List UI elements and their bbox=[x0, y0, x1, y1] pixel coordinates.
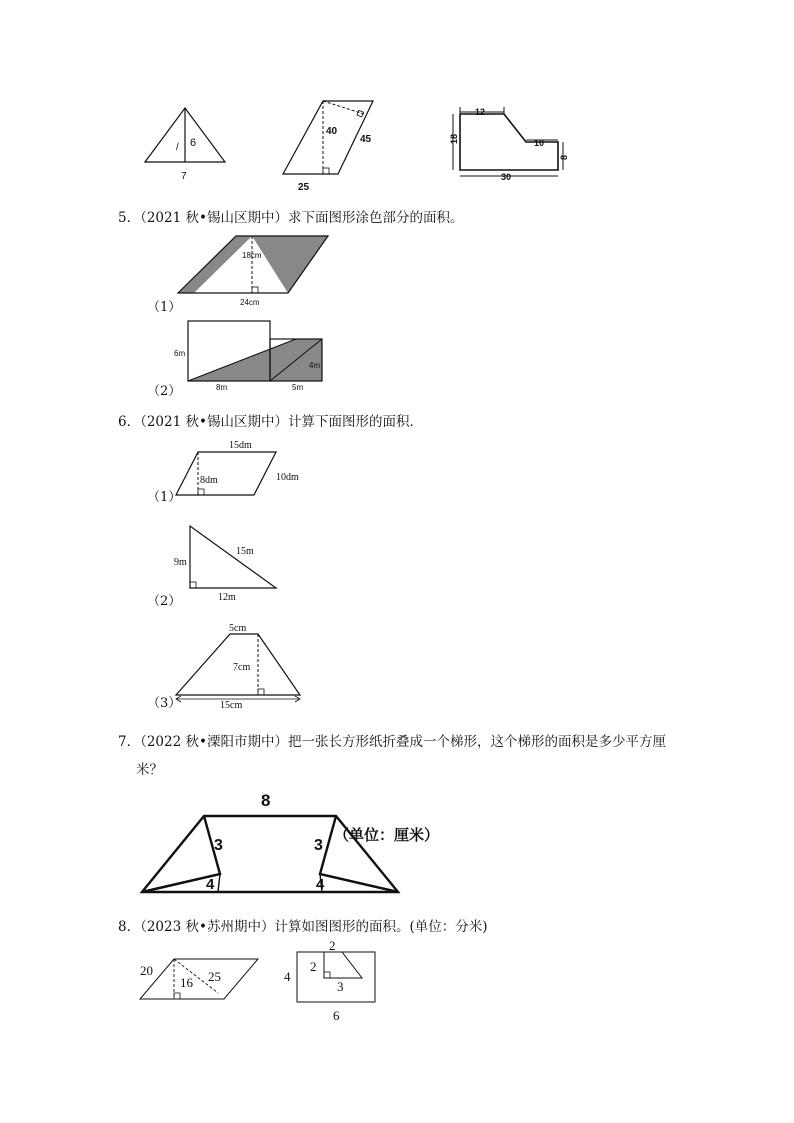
q6-fig3-label: （3） bbox=[147, 696, 182, 711]
q6-fig1-top: 15dm bbox=[229, 440, 252, 451]
q8-fig2-inner-left: 2 bbox=[310, 959, 317, 974]
q7-unit: （单位：厘米） bbox=[334, 827, 440, 844]
q8-fig2-bottom: 6 bbox=[333, 1008, 340, 1023]
composite-bottom: 30 bbox=[501, 172, 512, 182]
parallelogram-side: 45 bbox=[360, 134, 372, 145]
q8-fig2-inner-bottom: 3 bbox=[337, 979, 344, 994]
q6-fig2-base: 12m bbox=[218, 592, 236, 603]
q7-right-bottom: 4 bbox=[316, 876, 325, 893]
q5-fig2-label: （2） bbox=[147, 384, 182, 399]
q5-figure-2 bbox=[172, 318, 332, 393]
q8-parallelogram-figure bbox=[136, 955, 266, 1005]
q7-right-side: 3 bbox=[314, 837, 323, 854]
q5-fig2-b1: 8m bbox=[216, 383, 228, 392]
parallelogram-base: 25 bbox=[298, 182, 310, 193]
parallelogram-height: 40 bbox=[326, 126, 338, 137]
q7-left-bottom: 4 bbox=[206, 876, 215, 893]
q8-fig1-side: 20 bbox=[140, 963, 153, 978]
q6-fig1-side: 10dm bbox=[276, 472, 299, 483]
q5-fig2-right: 4m bbox=[309, 361, 321, 370]
q6-fig1-label: （1） bbox=[147, 490, 182, 505]
triangle-base: 7 bbox=[181, 171, 187, 182]
q6-fig2-left: 9m bbox=[174, 557, 187, 568]
q5-fig1-label: （1） bbox=[147, 300, 182, 315]
q5-fig2-left: 6m bbox=[174, 349, 186, 358]
composite-left: 18 bbox=[449, 133, 459, 144]
q6-figure-1 bbox=[172, 438, 312, 500]
top-parallelogram-figure bbox=[278, 96, 388, 196]
composite-right: 8 bbox=[559, 154, 569, 160]
q6-fig1-height: 8dm bbox=[200, 475, 218, 486]
q6-fig3-height: 7cm bbox=[233, 662, 251, 673]
q5-fig1-base: 24cm bbox=[240, 298, 260, 307]
question-5-text: 5．（2021 秋•锡山区期中）求下面图形涂色部分的面积。 bbox=[118, 210, 464, 226]
q6-figure-2 bbox=[172, 520, 292, 605]
composite-top: 12 bbox=[475, 107, 486, 117]
q7-top-length: 8 bbox=[261, 791, 271, 810]
q7-left-side: 3 bbox=[214, 837, 223, 854]
q8-rectangle-figure bbox=[280, 936, 380, 1026]
q6-fig3-top: 5cm bbox=[229, 623, 247, 634]
top-composite-figure bbox=[446, 104, 576, 184]
triangle-height: 6 bbox=[190, 137, 197, 149]
question-8-text: 8．（2023 秋•苏州期中）计算如图图形的面积。(单位：分米) bbox=[118, 919, 488, 935]
q6-fig3-base: 15cm bbox=[220, 700, 243, 711]
q5-fig2-b2: 5m bbox=[292, 383, 304, 392]
q8-fig1-height: 16 bbox=[180, 975, 193, 990]
q7-folded-trapezoid-figure bbox=[136, 788, 486, 903]
q8-fig2-top: 2 bbox=[329, 938, 336, 953]
question-7-text-line2: 米？ bbox=[136, 762, 163, 778]
question-7-text-line1: 7．（2022 秋•溧阳市期中）把一张长方形纸折叠成一个梯形，这个梯形的面积是多少平方厘 bbox=[118, 734, 666, 750]
question-6-text: 6．（2021 秋•锡山区期中）计算下面图形的面积． bbox=[118, 414, 423, 430]
triangle-mark: / bbox=[176, 142, 179, 153]
q6-fig2-hyp: 15m bbox=[236, 546, 254, 557]
composite-mid: 10 bbox=[534, 138, 545, 148]
q6-figure-3 bbox=[172, 622, 312, 712]
q8-fig2-left: 4 bbox=[284, 969, 291, 984]
top-triangle-figure bbox=[140, 100, 230, 185]
q5-figure-1 bbox=[170, 233, 340, 313]
q8-fig1-diag: 25 bbox=[208, 969, 221, 984]
q6-fig2-label: （2） bbox=[147, 594, 182, 609]
q5-fig1-height: 18cm bbox=[242, 251, 262, 260]
